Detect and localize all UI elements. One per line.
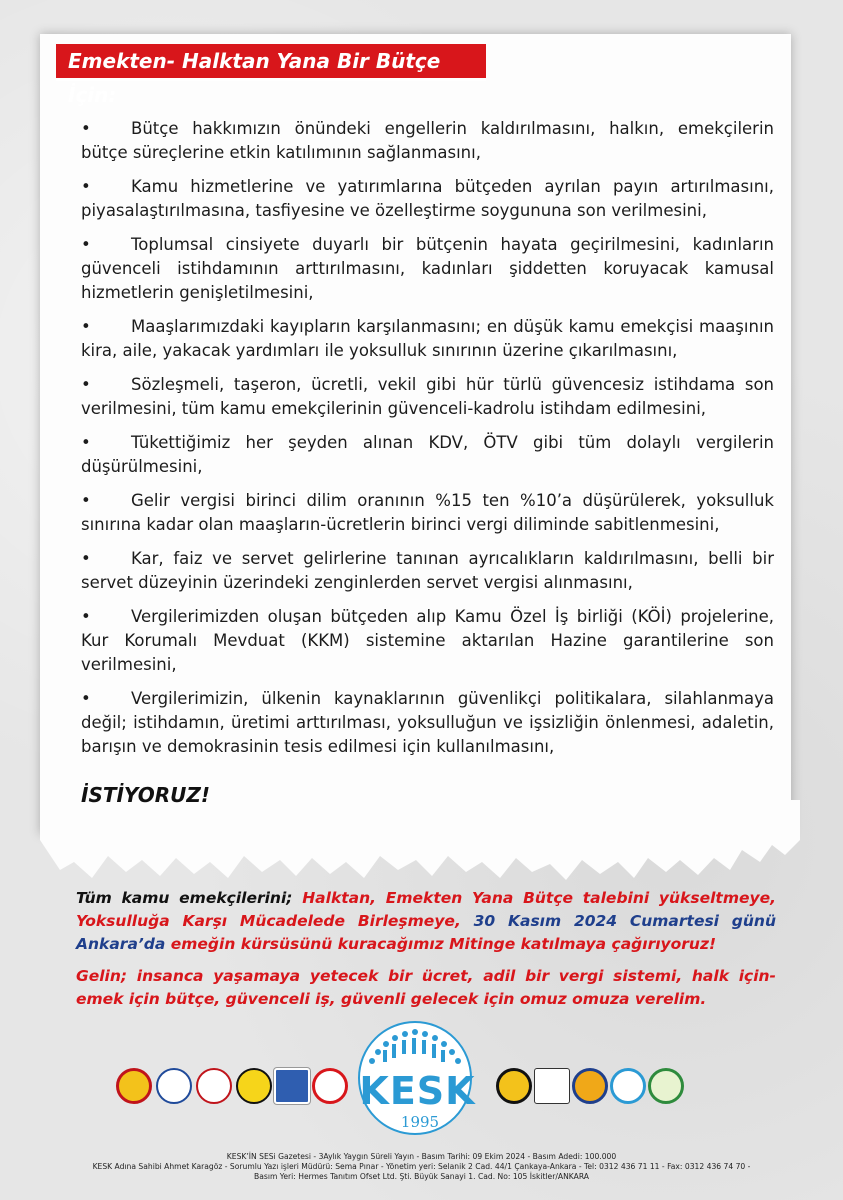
union-logo-icon (572, 1068, 608, 1104)
union-logo-icon (648, 1068, 684, 1104)
bullet-icon: • (81, 317, 91, 336)
union-logo-icon (610, 1068, 646, 1104)
list-item: • Vergilerimizin, ülkenin kaynaklarının güvenlikçi politikalara, silahlanmaya değil; istihdamın, üretimi arttırılması, yoksulluğun ve işsizliğin önlenmesi, adaletin, barışın ve demokrasinin tesis edilmesi için kullanılmasını, (81, 689, 774, 756)
list-item: • Gelir vergisi birinci dilim oranının %15 ten %10’a düşürülerek, yoksulluk sınırına kadar olan maaşların-ücretlerin birinci vergi diliminde sabitlenmesini, (81, 491, 774, 534)
list-item: • Kar, faiz ve servet gelirlerine tanınan ayrıcalıkların kaldırılmasını, belli bir servet düzeyinin üzerindeki zenginlerden servet vergisi alınmasını, (81, 549, 774, 592)
kesk-year: 1995 (400, 1113, 440, 1131)
list-item: • Tükettiğimiz her şeyden alınan KDV, ÖTV gibi tüm dolaylı vergilerin düşürülmesini, (81, 433, 774, 476)
kesk-wordmark: KESK (359, 1069, 476, 1113)
bullet-icon: • (81, 549, 91, 568)
footer-line-3: Basım Yeri: Hermes Tanıtım Ofset Ltd. Şti. Büyük Sanayi 1. Cad. No: 105 İskitler/ANKARA (254, 1172, 589, 1181)
banner-underline (56, 78, 486, 81)
bullet-icon: • (81, 177, 91, 196)
footer-line-2: KESK Adına Sahibi Ahmet Karagöz - Sorumlu Yazı işleri Müdürü: Sema Pınar - Yönetim yeri: Selanik 2 Cad. 44/1 Çankaya-Ankara - Tel: 0312 436 71 11 - Fax: 0312 436 74 70 - (92, 1162, 751, 1171)
call-to-action-heading: İSTİYORUZ! (81, 783, 210, 807)
section-title-banner: Emekten- Halktan Yana Bir Bütçe İçin: (56, 44, 486, 78)
union-logo-icon (156, 1068, 192, 1104)
bullet-icon: • (81, 375, 91, 394)
list-item: • Vergilerimizden oluşan bütçeden alıp Kamu Özel İş birliği (KÖİ) projelerine, Kur Korumalı Mevduat (KKM) sistemine aktarılan Hazine garantilerine son verilmesini, (81, 607, 774, 674)
list-item: • Toplumsal cinsiyete duyarlı bir bütçenin hayata geçirilmesini, kadınların güvenceli istihdamının arttırılmasını, kadınları şiddetten koruyacak kamusal hizmetlerin genişletilmesini, (81, 235, 774, 302)
union-logo-icon (196, 1068, 232, 1104)
union-logo-icon (534, 1068, 570, 1104)
list-item: • Maaşlarımızdaki kayıpların karşılanmasını; en düşük kamu emekçisi maaşının kira, aile, yakacak yardımları ile yoksulluk sınırının üzerine çıkarılmasını, (81, 317, 774, 360)
bullet-icon: • (81, 119, 91, 138)
call-paragraph-2: Gelin; insanca yaşamaya yetecek bir ücret, adil bir vergi sistemi, halk için-emek için bütçe, güvenceli iş, güvenli gelecek için omuz omuza verelim. (76, 967, 776, 1008)
union-logo-icon (274, 1068, 310, 1104)
union-logo-icon (496, 1068, 532, 1104)
list-item: • Bütçe hakkımızın önündeki engellerin kaldırılmasını, halkın, emekçilerin bütçe süreçlerine etkin katılımının sağlanmasını, (81, 119, 774, 162)
bullet-icon: • (81, 235, 91, 254)
union-logo-icon (236, 1068, 272, 1104)
footer-line-1: KESK’İN SESi Gazetesi - 3Aylık Yaygın Süreli Yayın - Basım Tarihi: 09 Ekim 2024 - Basım Adedi: 100.000 (226, 1152, 617, 1161)
bullet-icon: • (81, 689, 91, 708)
bullet-icon: • (81, 607, 91, 626)
list-item: • Kamu hizmetlerine ve yatırımlarına bütçeden ayrılan payın artırılmasını, piyasalaştırılmasına, tasfiyesine ve özelleştirme soygununa son verilmesini, (81, 177, 774, 220)
torn-paper-edge (30, 800, 810, 890)
bullet-icon: • (81, 433, 91, 452)
union-logo-icon (116, 1068, 152, 1104)
call-paragraph-1: Tüm kamu emekçilerini; Halktan, Emekten Yana Bütçe talebini yükseltmeye, Yoksulluğa Karşı Mücadelede Birleşmeye, 30 Kasım 2024 Cumartesi günü Ankara’da emeğin kürsüsünü kuracağımız Mitinge katılmaya çağırıyoruz! (76, 889, 776, 953)
demands-list (81, 117, 774, 769)
bullet-icon: • (81, 491, 91, 510)
list-item: • Sözleşmeli, taşeron, ücretli, vekil gibi hür türlü güvencesiz istihdama son verilmesini, tüm kamu emekçilerinin güvenceli-kadrolu istihdam edilmesini, (81, 375, 774, 418)
